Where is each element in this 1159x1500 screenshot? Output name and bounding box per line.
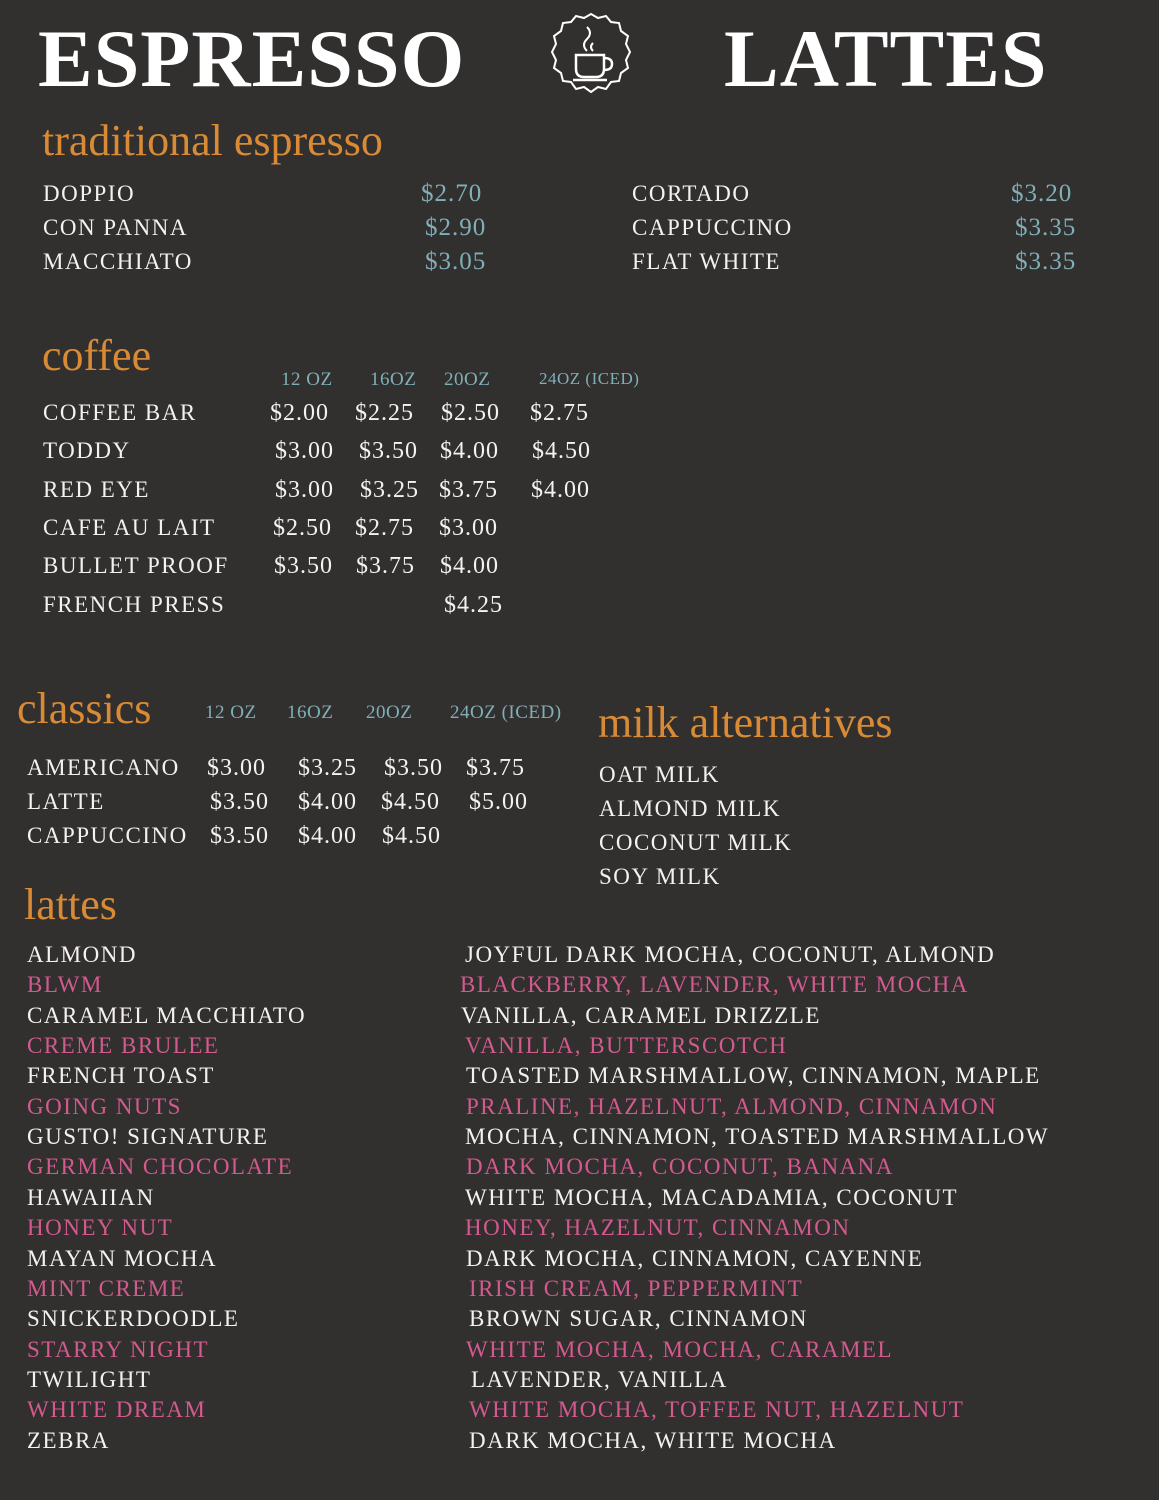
latte-flavors: DARK MOCHA, CINNAMON, CAYENNE [466, 1246, 924, 1271]
size-header: 16OZ [287, 702, 334, 723]
latte-flavors: TOASTED MARSHMALLOW, CINNAMON, MAPLE [466, 1063, 1041, 1088]
espresso-title: ESPRESSO [38, 13, 466, 104]
milk-item: ALMOND MILK [599, 796, 781, 821]
classics-price: $4.50 [381, 789, 440, 815]
coffee-price: $4.00 [531, 477, 590, 503]
size-header: 12 OZ [281, 369, 333, 390]
coffee-price: $2.50 [273, 515, 332, 541]
classics-price: $5.00 [469, 789, 528, 815]
latte-flavors: DARK MOCHA, WHITE MOCHA [469, 1428, 837, 1453]
menu-item-price: $2.90 [425, 214, 487, 241]
classics-price: $3.00 [207, 755, 266, 781]
latte-flavors: WHITE MOCHA, TOFFEE NUT, HAZELNUT [469, 1397, 965, 1422]
size-header: 20OZ [366, 702, 413, 723]
latte-name: FRENCH TOAST [27, 1063, 215, 1088]
coffee-row-name: COFFEE BAR [43, 400, 197, 425]
latte-flavors: JOYFUL DARK MOCHA, COCONUT, ALMOND [465, 942, 996, 967]
classics-heading: classics [17, 684, 152, 733]
latte-name: GERMAN CHOCOLATE [27, 1154, 294, 1179]
milk-item: COCONUT MILK [599, 830, 793, 855]
latte-flavors: LAVENDER, VANILLA [471, 1367, 728, 1392]
menu-item-name: CON PANNA [43, 215, 188, 240]
coffee-price: $4.00 [440, 553, 499, 579]
classics-price: $3.25 [298, 755, 357, 781]
size-header: 16OZ [370, 369, 417, 390]
latte-flavors: BLACKBERRY, LAVENDER, WHITE MOCHA [460, 972, 969, 997]
menu-item-name: DOPPIO [43, 181, 136, 206]
latte-name: ZEBRA [27, 1428, 110, 1453]
traditional-espresso-heading: traditional espresso [42, 116, 383, 165]
classics-price: $3.50 [210, 789, 269, 815]
coffee-row-name: BULLET PROOF [43, 553, 229, 578]
size-header: 20OZ [444, 369, 491, 390]
latte-name: HONEY NUT [27, 1215, 174, 1240]
classics-price: $3.50 [210, 823, 269, 849]
latte-name: GUSTO! SIGNATURE [27, 1124, 269, 1149]
milk-item: OAT MILK [599, 762, 720, 787]
latte-name: SNICKERDOODLE [27, 1306, 240, 1331]
latte-name: TWILIGHT [27, 1367, 152, 1392]
coffee-price: $3.25 [360, 477, 419, 503]
coffee-price: $2.75 [355, 515, 414, 541]
coffee-heading: coffee [42, 331, 152, 380]
coffee-price: $3.00 [439, 515, 498, 541]
classics-price: $4.00 [298, 789, 357, 815]
menu-item-price: $3.05 [425, 248, 487, 275]
coffee-price: $2.50 [441, 400, 500, 426]
coffee-cup-icon [549, 11, 633, 95]
classics-price: $3.50 [384, 755, 443, 781]
coffee-price: $2.00 [270, 400, 329, 426]
menu-item-name: CAPPUCCINO [632, 215, 793, 240]
latte-flavors: MOCHA, CINNAMON, TOASTED MARSHMALLOW [465, 1124, 1050, 1149]
coffee-row-name: FRENCH PRESS [43, 592, 226, 617]
latte-name: BLWM [27, 972, 103, 997]
classics-row-name: LATTE [27, 789, 105, 814]
classics-row-name: CAPPUCCINO [27, 823, 188, 848]
coffee-row-name: TODDY [43, 438, 131, 463]
latte-flavors: WHITE MOCHA, MACADAMIA, COCONUT [465, 1185, 959, 1210]
latte-name: MAYAN MOCHA [27, 1246, 218, 1271]
latte-name: HAWAIIAN [27, 1185, 155, 1210]
coffee-row-name: RED EYE [43, 477, 150, 502]
milk-item: SOY MILK [599, 864, 721, 889]
coffee-price: $3.75 [356, 553, 415, 579]
menu-item-name: MACCHIATO [43, 249, 193, 274]
latte-name: ALMOND [27, 942, 137, 967]
coffee-price: $4.50 [532, 438, 591, 464]
latte-flavors: PRALINE, HAZELNUT, ALMOND, CINNAMON [466, 1094, 998, 1119]
coffee-price: $3.75 [439, 477, 498, 503]
classics-price: $4.50 [382, 823, 441, 849]
coffee-price: $3.50 [359, 438, 418, 464]
latte-flavors: IRISH CREAM, PEPPERMINT [469, 1276, 804, 1301]
latte-name: MINT CREME [27, 1276, 186, 1301]
coffee-row-name: CAFE AU LAIT [43, 515, 216, 540]
coffee-price: $3.00 [275, 438, 334, 464]
size-header: 24OZ (ICED) [539, 369, 640, 388]
coffee-price: $3.50 [274, 553, 333, 579]
coffee-price: $2.25 [355, 400, 414, 426]
classics-price: $3.75 [466, 755, 525, 781]
latte-name: WHITE DREAM [27, 1397, 207, 1422]
classics-row-name: AMERICANO [27, 755, 180, 780]
menu-item-price: $3.35 [1015, 214, 1077, 241]
latte-flavors: BROWN SUGAR, CINNAMON [469, 1306, 808, 1331]
latte-name: GOING NUTS [27, 1094, 182, 1119]
latte-flavors: HONEY, HAZELNUT, CINNAMON [465, 1215, 851, 1240]
latte-flavors: VANILLA, BUTTERSCOTCH [465, 1033, 788, 1058]
coffee-price: $2.75 [530, 400, 589, 426]
latte-name: CARAMEL MACCHIATO [27, 1003, 307, 1028]
coffee-price: $3.00 [275, 477, 334, 503]
menu-item-name: FLAT WHITE [632, 249, 781, 274]
latte-name: CREME BRULEE [27, 1033, 220, 1058]
latte-flavors: WHITE MOCHA, MOCHA, CARAMEL [466, 1337, 894, 1362]
size-header: 12 OZ [205, 702, 257, 723]
lattes-heading: lattes [24, 880, 117, 929]
menu-item-price: $3.20 [1011, 180, 1073, 207]
latte-flavors: VANILLA, CARAMEL DRIZZLE [461, 1003, 821, 1028]
latte-name: STARRY NIGHT [27, 1337, 210, 1362]
menu-item-price: $3.35 [1015, 248, 1077, 275]
classics-price: $4.00 [298, 823, 357, 849]
coffee-price: $4.25 [444, 592, 503, 618]
milk-alternatives-heading: milk alternatives [598, 698, 893, 747]
latte-flavors: DARK MOCHA, COCONUT, BANANA [466, 1154, 894, 1179]
size-header: 24OZ (ICED) [450, 702, 562, 723]
lattes-title: LATTES [724, 13, 1048, 104]
menu-item-name: CORTADO [632, 181, 751, 206]
menu-item-price: $2.70 [421, 180, 483, 207]
coffee-price: $4.00 [440, 438, 499, 464]
